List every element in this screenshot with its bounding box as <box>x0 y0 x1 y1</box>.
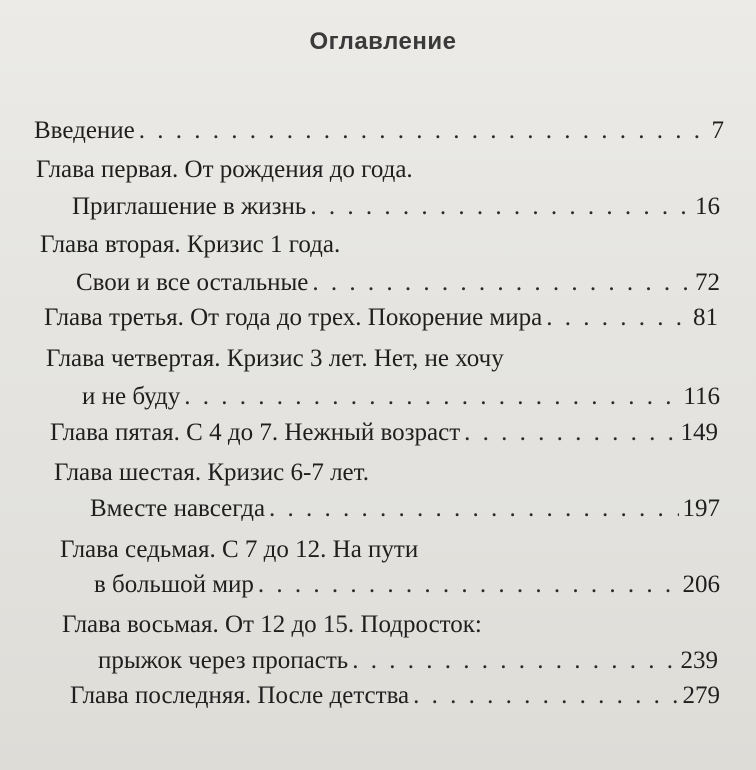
toc-entry-text: Глава третья. От года до трех. Покорение мира <box>44 304 543 331</box>
toc-entry-chapter-6-subtitle <box>90 494 720 524</box>
toc-entry-chapter-7-subtitle <box>94 570 720 600</box>
dot-leader <box>352 646 676 676</box>
toc-entry-text: Глава седьмая. С 7 до 12. На пути <box>60 536 419 563</box>
toc-entry-chapter-5 <box>50 418 718 448</box>
toc-page-number: 239 <box>680 647 718 674</box>
toc-entry-text: Глава вторая. Кризис 1 года. <box>40 231 341 258</box>
toc-entry-text: Глава восьмая. От 12 до 15. Подросток: <box>62 611 482 638</box>
toc-entry-text: Вместе навсегда <box>90 495 266 522</box>
toc-entry-text: в большой мир <box>94 571 254 598</box>
dot-leader <box>184 382 679 412</box>
dot-leader <box>312 268 691 298</box>
toc-entry-chapter-2-title <box>40 230 340 260</box>
toc-page-number: 197 <box>682 495 720 522</box>
dot-leader <box>139 116 708 146</box>
toc-page-number: 72 <box>695 269 720 296</box>
dot-leader <box>464 418 676 448</box>
toc-entry-text: Глава последняя. После детства <box>70 682 410 709</box>
toc-entry-chapter-1-title <box>36 155 413 185</box>
toc-entry-chapter-8-title <box>62 610 482 640</box>
toc-entry-text: прыжок через пропасть <box>98 647 349 674</box>
toc-entry-chapter-2-subtitle <box>76 268 720 298</box>
toc-entry-introduction <box>34 116 724 146</box>
toc-entry-text: Свои и все остальные <box>76 269 309 296</box>
toc-entry-text: Приглашение в жизнь <box>72 193 307 220</box>
toc-entry-chapter-4-subtitle <box>82 382 720 412</box>
toc-entry-text: Введение <box>34 117 135 144</box>
toc-entry-chapter-3 <box>44 303 718 333</box>
toc-entry-text: Глава пятая. С 4 до 7. Нежный возраст <box>50 419 461 446</box>
toc-page-number: 81 <box>693 304 718 331</box>
toc-entry-chapter-4-title <box>46 344 504 374</box>
toc-entry-text: Глава шестая. Кризис 6-7 лет. <box>54 459 369 486</box>
toc-title: Оглавление <box>309 28 457 55</box>
toc-entry-final-chapter <box>70 681 720 711</box>
toc-entry-text: Глава четвертая. Кризис 3 лет. Нет, не хочу <box>46 345 504 372</box>
dot-leader <box>310 192 691 222</box>
dot-leader <box>269 494 678 524</box>
toc-entry-chapter-6-title <box>54 458 369 488</box>
dot-leader <box>258 570 679 600</box>
toc-entry-chapter-1-subtitle <box>72 192 720 222</box>
toc-entry-text: и не буду <box>82 383 181 410</box>
toc-page-number: 206 <box>682 571 720 598</box>
toc-page-number: 279 <box>682 682 720 709</box>
toc-page-number: 7 <box>711 117 724 144</box>
toc-page-number: 116 <box>683 383 720 410</box>
dot-leader <box>546 303 689 333</box>
dot-leader <box>413 681 678 711</box>
toc-entry-chapter-8-subtitle <box>98 646 718 676</box>
toc-entry-text: Глава первая. От рождения до года. <box>36 156 413 183</box>
toc-page-number: 149 <box>680 419 718 446</box>
toc-entry-chapter-7-title <box>60 535 418 565</box>
toc-page-number: 16 <box>695 193 720 220</box>
